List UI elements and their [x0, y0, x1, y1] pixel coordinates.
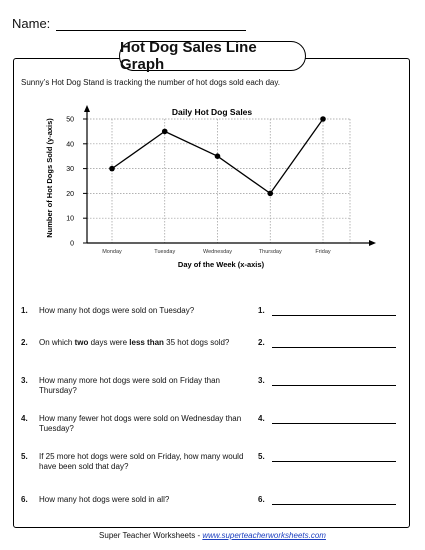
answer-line[interactable] [272, 347, 396, 348]
answer-number: 6. [258, 495, 265, 504]
footer [0, 531, 425, 540]
footer-separator: - [195, 531, 203, 540]
y-tick-label: 10 [66, 215, 74, 223]
x-tick-label: Thursday [258, 249, 282, 255]
question-text-part: How many hot dogs were sold on Tuesday? [39, 306, 195, 315]
answer-number: 4. [258, 414, 265, 423]
emphasis-text: two [74, 338, 89, 347]
question-text [39, 306, 259, 316]
data-point [267, 191, 273, 197]
page-title: Hot Dog Sales Line Graph [119, 41, 306, 71]
question-text [39, 495, 259, 505]
question-text-part: 35 hot dogs sold? [163, 338, 230, 347]
answer-number: 2. [258, 338, 265, 347]
answer-number: 1. [258, 306, 265, 315]
answer-line[interactable] [272, 504, 396, 505]
y-tick-label: 50 [66, 116, 74, 124]
question-text-part: How many more hot dogs were sold on Friday than Thursday? [39, 376, 220, 395]
y-axis-arrow [84, 105, 90, 112]
y-axis-title: Number of Hot Dogs Sold (y-axis) [45, 118, 54, 238]
y-tick-label: 0 [70, 240, 74, 248]
question-number: 1. [21, 306, 28, 315]
data-point [109, 166, 115, 172]
question-text-part: How many hot dogs were sold in all? [39, 495, 170, 504]
question-text [39, 338, 259, 348]
x-tick-label: Tuesday [154, 249, 176, 255]
answer-line[interactable] [272, 315, 396, 316]
answer-number: 5. [258, 452, 265, 461]
answer-line[interactable] [272, 385, 396, 386]
y-tick-label: 40 [66, 141, 74, 149]
data-point [320, 116, 326, 122]
answer-line[interactable] [272, 461, 396, 462]
chart-title: Daily Hot Dog Sales [171, 107, 253, 117]
question-number: 2. [21, 338, 28, 347]
question-text-part: On which [39, 338, 75, 347]
x-tick-label: Monday [102, 249, 122, 255]
question-text-part: days were [88, 338, 130, 347]
question-text [39, 376, 259, 396]
x-axis-arrow [369, 240, 376, 246]
question-text-part: If 25 more hot dogs were sold on Friday, how many would have been sold that day? [39, 452, 244, 471]
footer-url[interactable]: www.superteacherworksheets.com [202, 531, 326, 540]
question-text [39, 452, 259, 472]
footer-brand: Super Teacher Worksheets [99, 531, 196, 540]
intro-text: Sunny’s Hot Dog Stand is tracking the number of hot dogs sold each day. [21, 78, 280, 87]
y-tick-label: 20 [66, 190, 74, 198]
question-number: 6. [21, 495, 28, 504]
emphasis-text: less than [129, 338, 164, 347]
question-number: 5. [21, 452, 28, 461]
answer-line[interactable] [272, 423, 396, 424]
question-text-part: How many fewer hot dogs were sold on Wednesday than Tuesday? [39, 414, 242, 433]
y-tick-label: 30 [66, 166, 74, 174]
data-point [162, 129, 168, 135]
answer-number: 3. [258, 376, 265, 385]
x-axis-title: Day of the Week (x-axis) [177, 260, 265, 269]
question-text [39, 414, 259, 434]
name-label: Name: [12, 16, 51, 31]
data-point [215, 153, 221, 159]
question-number: 4. [21, 414, 28, 423]
x-tick-label: Wednesday [203, 249, 232, 255]
question-number: 3. [21, 376, 28, 385]
x-tick-label: Friday [315, 249, 331, 255]
